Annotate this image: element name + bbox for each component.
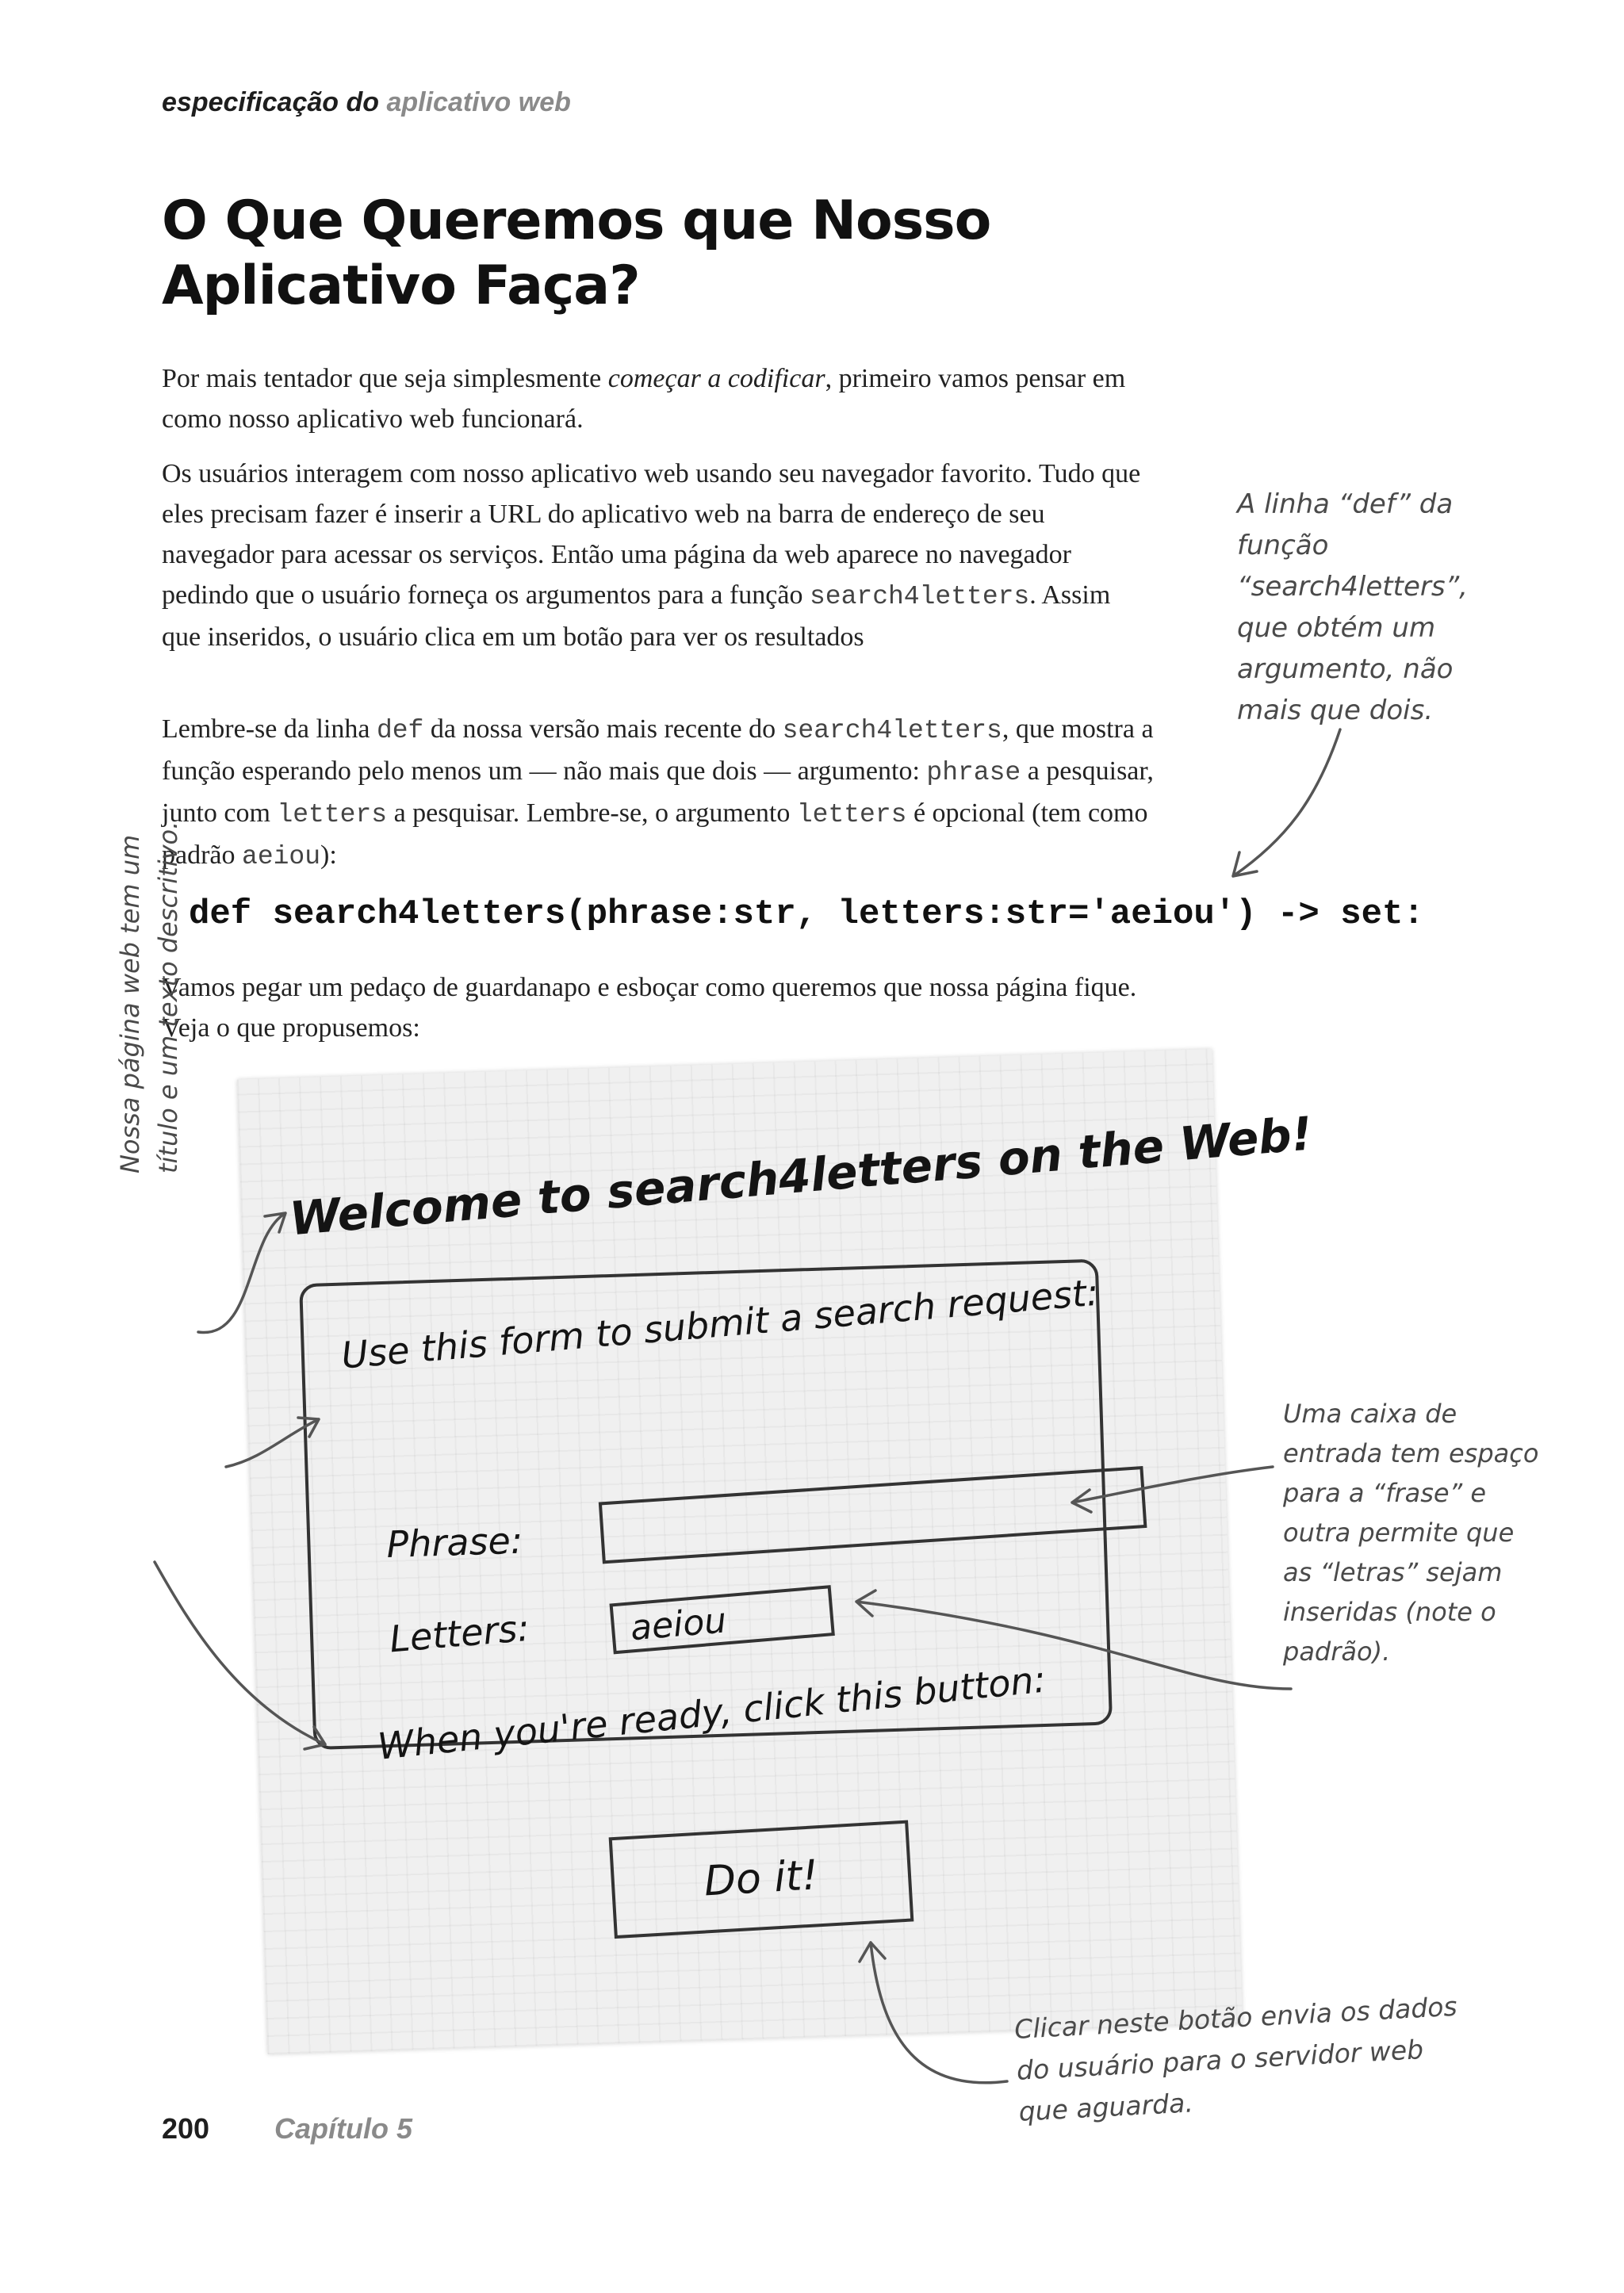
- paragraph-def-text-f: é opcional (tem como padrão: [162, 798, 1148, 870]
- napkin-form-heading: Use this form to submit a search request:: [339, 1270, 1101, 1377]
- paragraph-intro: [162, 358, 1185, 439]
- code-search4letters: search4letters: [809, 582, 1030, 611]
- paragraph-def-text-d: a pesquisar, junto com: [162, 756, 1154, 828]
- paragraph-def-line: [162, 709, 1185, 877]
- page-number: 200: [162, 2112, 210, 2145]
- running-head-prefix: especificação do: [162, 87, 380, 117]
- paragraph-users-text-a: Os usuários interagem com nosso aplicativo web usando seu navegador favorito. Tudo que eles precisam fazer é inserir a URL do aplicativo web na barra de endereço de seu navegador para acessar os serviços. Então uma página da web aparece no navegador pedindo que o usuário forneça os argumentos para a função: [162, 459, 1141, 610]
- running-head: [162, 87, 571, 118]
- napkin-page-title: Welcome to search4letters on the Web!: [287, 1106, 1315, 1246]
- code-letters: letters: [796, 800, 907, 829]
- napkin-phrase-label: Phrase:: [385, 1518, 524, 1566]
- arrow-def-to-signature: [1233, 729, 1340, 876]
- napkin-letters-input[interactable]: aeiou: [609, 1585, 834, 1654]
- page-title: [162, 189, 1034, 319]
- paragraph-def-text-a: Lembre-se da linha: [162, 714, 377, 744]
- paragraph-def-text-g: ):: [320, 840, 337, 870]
- paragraph-def-text-b: da nossa versão mais recente do: [423, 714, 783, 744]
- annotation-title-line-2: título e um texto descritivo.: [153, 821, 183, 1173]
- paragraph-napkin: Vamos pegar um pedaço de guardanapo e esboçar como queremos que nossa página fique. Veja o que propusemos:: [162, 973, 1137, 1043]
- napkin-letters-label: Letters:: [388, 1606, 531, 1661]
- paragraph-intro-text-b: , primeiro vamos pensar em como nosso aplicativo web funcionará.: [162, 364, 1126, 434]
- chapter-label: Capítulo 5: [274, 2112, 413, 2145]
- annotation-submit-button: Clicar neste botão envia os dados do usuário para o servidor web que aguarda.: [1013, 1990, 1458, 2127]
- running-head-section: aplicativo web: [386, 87, 571, 117]
- annotation-title-line-1: Nossa página web tem um: [115, 834, 145, 1173]
- annotation-title-text: [111, 761, 187, 1173]
- code-aeiou: aeiou: [242, 842, 321, 871]
- function-signature: def search4letters(phrase:str, letters:str='aeiou') -> set:: [189, 894, 1424, 934]
- code-letters: letters: [277, 800, 388, 829]
- paragraph-intro-text-a: Por mais tentador que seja simplesmente: [162, 364, 608, 393]
- code-phrase: phrase: [926, 758, 1021, 787]
- paragraph-intro-emphasis: começar a codificar: [607, 364, 825, 393]
- annotation-input-boxes: Uma caixa de entrada tem espaço para a “frase” e outra permite que as “letras” sejam inseridas (note o padrão).: [1283, 1399, 1539, 1667]
- annotation-def-line: A linha “def” da função “search4letters”, que obtém um argumento, não mais que dois.: [1237, 488, 1468, 726]
- paragraph-def-text-c: , que mostra a função esperando pelo menos um — não mais que dois — argumento:: [162, 714, 1154, 786]
- code-def: def: [376, 716, 424, 745]
- paragraph-users: [162, 454, 1153, 657]
- paragraph-users-text-b: . Assim que inseridos, o usuário clica em um botão para ver os resultados: [162, 580, 1111, 652]
- napkin-submit-button[interactable]: Do it!: [609, 1820, 914, 1939]
- page-title-line-2: Aplicativo Faça?: [162, 255, 640, 317]
- code-search4letters: search4letters: [782, 716, 1002, 745]
- napkin-sketch: [237, 1049, 1315, 2054]
- napkin-ready-text: When you're ready, click this button:: [375, 1657, 1048, 1768]
- page-title-line-1: O Que Queremos que Nosso: [162, 189, 991, 252]
- paragraph-def-text-e: a pesquisar. Lembre-se, o argumento: [387, 798, 797, 828]
